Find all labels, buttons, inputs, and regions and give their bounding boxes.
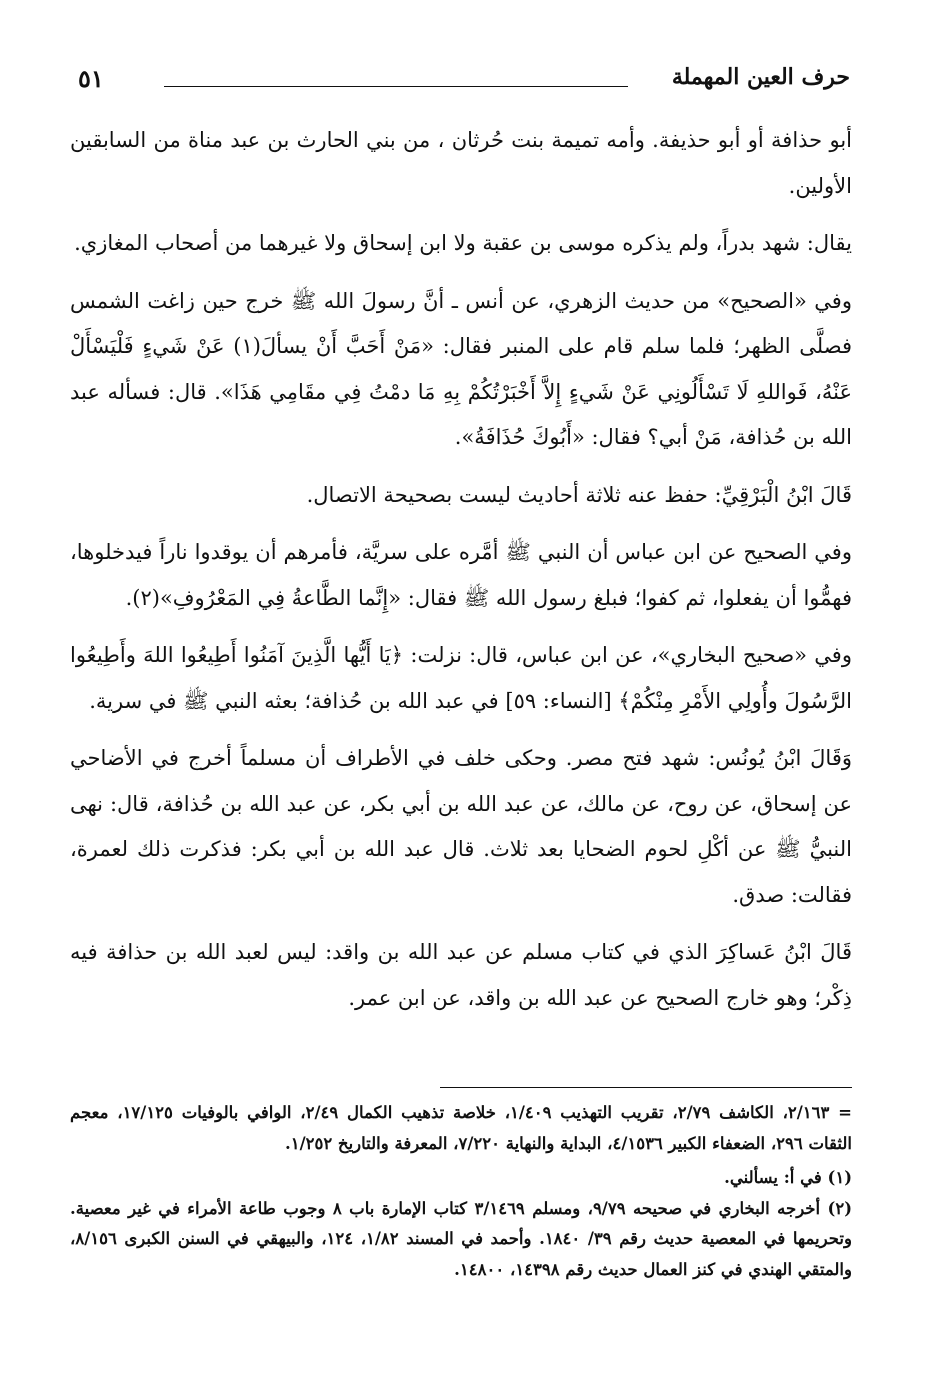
- paragraph-zuhri-hadith: وفي «الصحيح» من حديث الزهري، عن أنس ـ أنَّ رسولَ الله ﷺ خرج حين زاغت الشمس فصلَّى الظهر؛ فلما سلم قام على المنبر فقال: «مَنْ أَحَبَّ أَنْ يسألَ(١) عَنْ شَيءٍ فَلْيَسْأَلْ عَنْهُ، فَواللهِ لَا تَسْأَلُونِي عَنْ شَيءٍ إِلاَّ أَخْبَرْتُكُمْ بِهِ مَا دمْتُ فِي مقَامِي هَذَا». قال: فسأله عبد الله بن حُذافة، مَنْ أبي؟ فقال: «أَبُوكَ حُذَافَةُ».: [70, 288, 852, 449]
- paragraph-badr: يقال: شهد بدراً، ولم يذكره موسى بن عقبة ولا ابن إسحاق ولا غيرهما من أصحاب المغازي.: [74, 231, 852, 255]
- paragraph-lineage: أبو حذافة أو أبو حذيفة. وأمه تميمة بنت حُرثان ، من بني الحارث بن عبد مناة من السابقين الأولين.: [70, 128, 852, 198]
- chapter-title: حرف العين المهملة: [671, 64, 850, 90]
- paragraph-bukhari-verse: وفي «صحيح البخاري»، عن ابن عباس، قال: نزلت: ﴿يَا أَيُّها الَّذِينَ آمَنُوا أَطِيعُوا اللهَ وأَطِيعُوا الرَّسُولَ وأُولِي الأَمْرِ مِنْكُمْ﴾ [النساء: ٥٩] في عبد الله بن حُذافة؛ بعثه النبي ﷺ في سرية.: [70, 643, 852, 713]
- paragraph-ibn-barqi: قَالَ ابْنُ الْبَرْقِيِّ: حفظ عنه ثلاثة أحاديث ليست بصحيحة الاتصال.: [306, 482, 852, 507]
- page-number: ٥١: [78, 64, 104, 93]
- header-rule: [164, 86, 628, 87]
- footnote-2: (٢) أخرجه البخاري في صحيحه ٩/٧٩، ومسلم ٣/١٤٦٩ كتاب الإمارة باب ٨ وجوب طاعة الأمراء في غير معصية. وتحريمها في المعصية حديث رقم ٣٩/ ١٨٤٠. وأحمد في المسند ١/٨٢، ١٢٤، والبيهقي في السنن الكبرى ٨/١٥٦، والمتقي الهندي في كنز العمال حديث رقم ١٤٣٩٨، ١٤٨٠٠.: [70, 1198, 852, 1279]
- footnote-1: (١) في أ: يسألني.: [724, 1168, 852, 1187]
- paragraph-ibn-asakir: قَالَ ابْنُ عَساكِرَ الذي في كتاب مسلم عن عبد الله بن واقد: ليس لعبد الله بن حذافة فيه ذِكْر؛ وهو خارج الصحيح عن عبد الله بن واقد، عن ابن عمر.: [70, 940, 852, 1010]
- footnote-continued: = ٢/١٦٣، الكاشف ٢/٧٩، تقريب التهذيب ١/٤٠٩، خلاصة تذهيب الكمال ٢/٤٩، الوافي بالوفيات ١٧/١٢٥، معجم الثقات ٢٩٦، الضعفاء الكبير ٤/١٥٣٦، البداية والنهاية ٧/٢٢٠، المعرفة والتاريخ ١/٢٥٢.: [70, 1103, 853, 1153]
- running-header: [78, 64, 850, 100]
- main-text: [70, 118, 852, 1033]
- paragraph-sariyya: وفي الصحيح عن ابن عباس أن النبي ﷺ أمَّره على سريَّة، فأمرهم أن يوقدوا ناراً فيدخلوها، فهمُّوا أن يفعلوا، ثم كفوا؛ فبلغ رسول الله ﷺ فقال: «إِنَّما الطَّاعةُ فِي المَعْرُوفِ»(٢).: [70, 540, 852, 610]
- footnotes: [70, 1098, 852, 1285]
- footnote-separator: [440, 1087, 852, 1088]
- paragraph-ibn-yunus: وَقَالَ ابْنُ يُونُس: شهد فتح مصر. وحكى خلف في الأطراف أن مسلماً أخرج في الأضاحي عن إسحاق، عن روح، عن مالك، عن عبد الله بن أبي بكر، عن عبد الله بن حُذافة، قال: نهى النبيُّ ﷺ عن أكْلِ لحوم الضحايا بعد ثلاث. قال عبد الله بن أبي بكر: فذكرت ذلك لعمرة، فقالت: صدق.: [70, 746, 852, 907]
